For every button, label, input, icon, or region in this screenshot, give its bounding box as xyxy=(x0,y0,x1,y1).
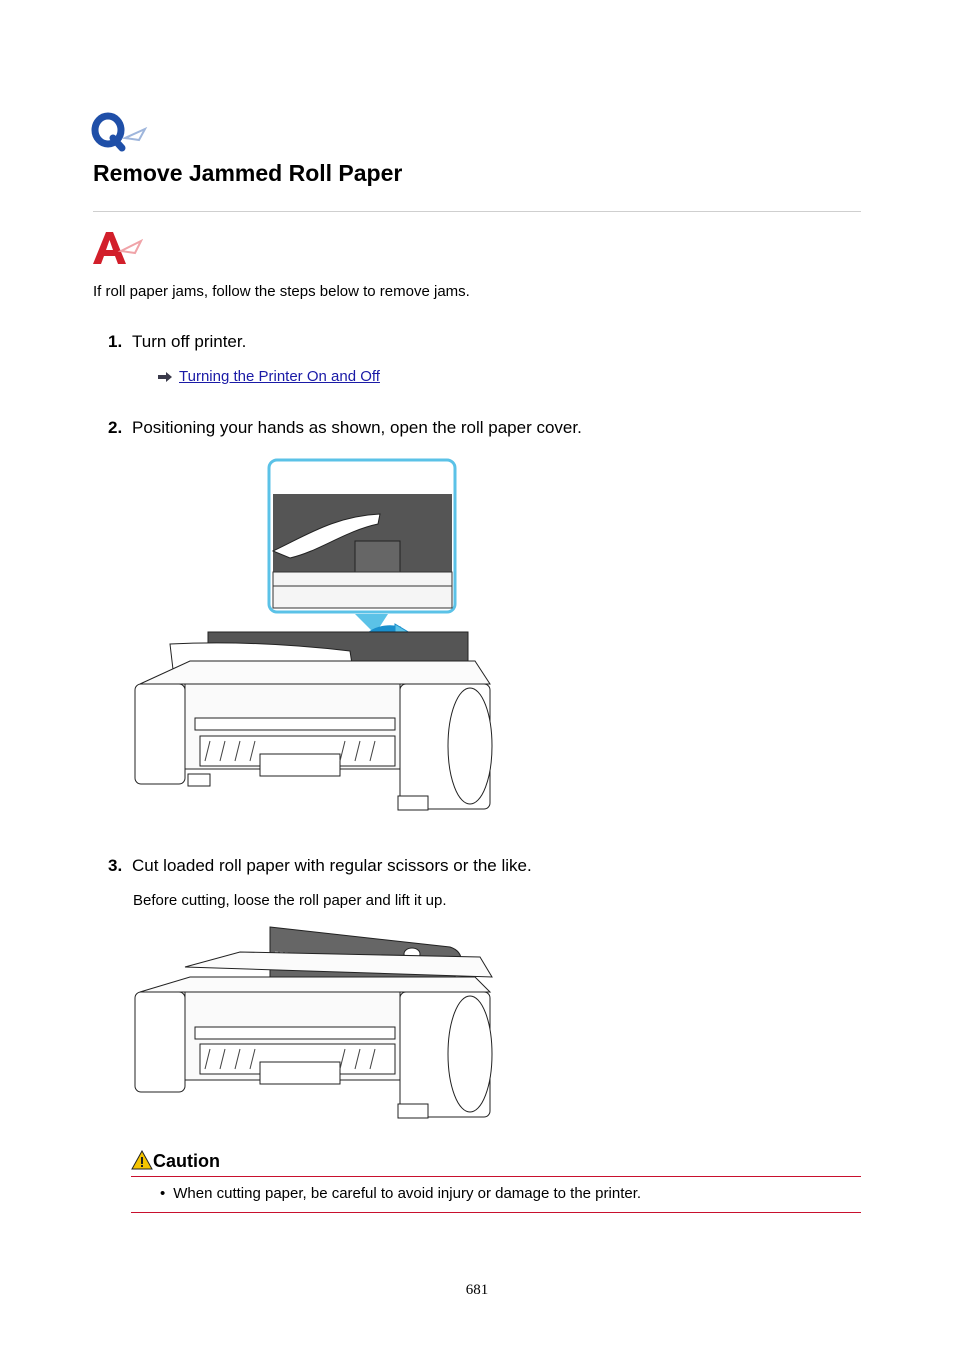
step-3-note: Before cutting, loose the roll paper and lift it up. xyxy=(133,892,447,909)
intro-text: If roll paper jams, follow the steps below to remove jams. xyxy=(93,283,470,300)
warning-triangle-icon xyxy=(131,1150,153,1170)
question-q-icon xyxy=(91,112,149,152)
caution-top-rule xyxy=(131,1176,861,1177)
step-text: Turn off printer. xyxy=(132,332,247,351)
caution-bottom-rule xyxy=(131,1212,861,1213)
step-2 xyxy=(108,418,582,438)
caution-label: Caution xyxy=(153,1151,220,1171)
arrow-right-icon xyxy=(157,371,173,383)
caution-item: • When cutting paper, be careful to avoid injury or damage to the printer. xyxy=(160,1185,642,1202)
related-link xyxy=(157,368,380,385)
caution-heading xyxy=(131,1150,220,1172)
step-3 xyxy=(108,856,532,876)
page-number: 681 xyxy=(465,1282,489,1298)
title-divider xyxy=(93,211,861,212)
step-1 xyxy=(108,332,246,352)
printer-cutting-roll-paper-illustration xyxy=(130,922,500,1127)
step-number: 3. xyxy=(108,856,123,875)
printer-opening-roll-paper-cover-illustration xyxy=(130,456,500,818)
page-title: Remove Jammed Roll Paper xyxy=(93,160,403,186)
step-number: 1. xyxy=(108,332,123,351)
turning-printer-on-off-link[interactable]: Turning the Printer On and Off xyxy=(179,368,380,385)
caution-item-text: When cutting paper, be careful to avoid injury or damage to the printer. xyxy=(173,1185,642,1202)
step-text: Positioning your hands as shown, open the roll paper cover. xyxy=(132,418,582,437)
answer-a-icon xyxy=(91,229,143,267)
step-text: Cut loaded roll paper with regular scissors or the like. xyxy=(132,856,532,875)
step-number: 2. xyxy=(108,418,123,437)
